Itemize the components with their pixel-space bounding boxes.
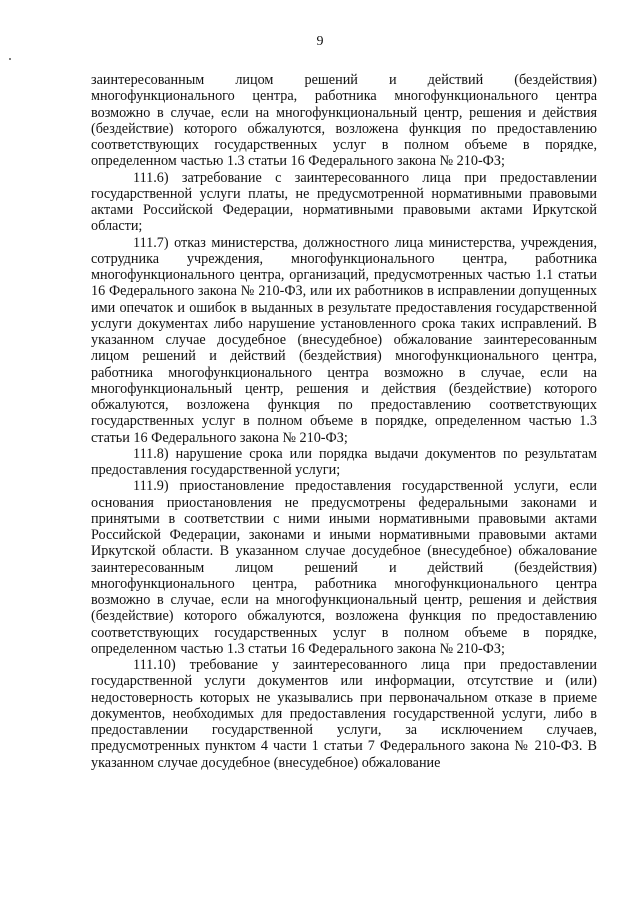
paragraph-111-10: 111.10) требование у заинтересованного лица при предоставлении государственной услуги документов или информации, отсутствие и (или) недостоверность которых не указывались при первоначальном отказе в приеме документов, необходимых для предоставления государственной услуги, либо в предоставлении государственной услуги, за исключением случаев, предусмотренных пунктом 4 части 1 статьи 7 Федерального закона № 210-ФЗ. В указанном случае досудебное (внесудебное) обжалование (91, 657, 597, 771)
page-number: 9 (316, 34, 324, 49)
document-body (91, 72, 597, 771)
paragraph-111-8: 111.8) нарушение срока или порядка выдачи документов по результатам предоставления государственной услуги; (91, 445, 597, 478)
paragraph-111-9: 111.9) приостановление предоставления государственной услуги, если основания приостановления не предусмотрены федеральными законами и принятыми в соответствии с ними иными нормативными правовыми актами Российской Федерации, законами и иными нормативными правовыми актами Иркутской области. В указанном случае досудебное (внесудебное) обжалование заинтересованным лицом решений и действий (бездействия) многофункционального центра, работника многофункционального центра возможно в случае, если на многофункциональный центр, решения и действия (бездействие) которого обжалуются, возложена функция по предоставлению соответствующих государственных услуг в полном объеме в порядке, определенном частью 1.3 статьи 16 Федерального закона № 210-ФЗ; (91, 478, 597, 657)
paragraph-111-7: 111.7) отказ министерства, должностного лица министерства, учреждения, сотрудника учреждения, многофункционального центра, работника многофункционального центра, организаций, предусмотренных частью 1.1 статьи 16 Федерального закона № 210-ФЗ, или их работников в исправлении допущенных ими опечаток и ошибок в выданных в результате предоставления государственной услуги документах либо нарушение установленного срока таких исправлений. В указанном случае досудебное (внесудебное) обжалование заинтересованным лицом решений и действий (бездействия) многофункционального центра, работника многофункционального центра возможно в случае, если на многофункциональный центр, решения и действия (бездействие) которого обжалуются, возложена функция по предоставлению соответствующих государственных услуг в полном объеме в порядке, определенном частью 1.3 статьи 16 Федерального закона № 210-ФЗ; (91, 234, 597, 446)
paragraph-continuation: заинтересованным лицом решений и действий (бездействия) многофункционального центра, работника многофункционального центра возможно в случае, если на многофункциональный центр, решения и действия (бездействие) которого обжалуются, возложена функция по предоставлению соответствующих государственных услуг в полном объеме в порядке, определенном частью 1.3 статьи 16 Федерального закона № 210-ФЗ; (91, 72, 597, 170)
scan-artifact-dot (9, 58, 11, 60)
paragraph-111-6: 111.6) затребование с заинтересованного лица при предоставлении государственной услуги платы, не предусмотренной нормативными правовыми актами Российской Федерации, нормативными правовыми актами Иркутской области; (91, 169, 597, 235)
